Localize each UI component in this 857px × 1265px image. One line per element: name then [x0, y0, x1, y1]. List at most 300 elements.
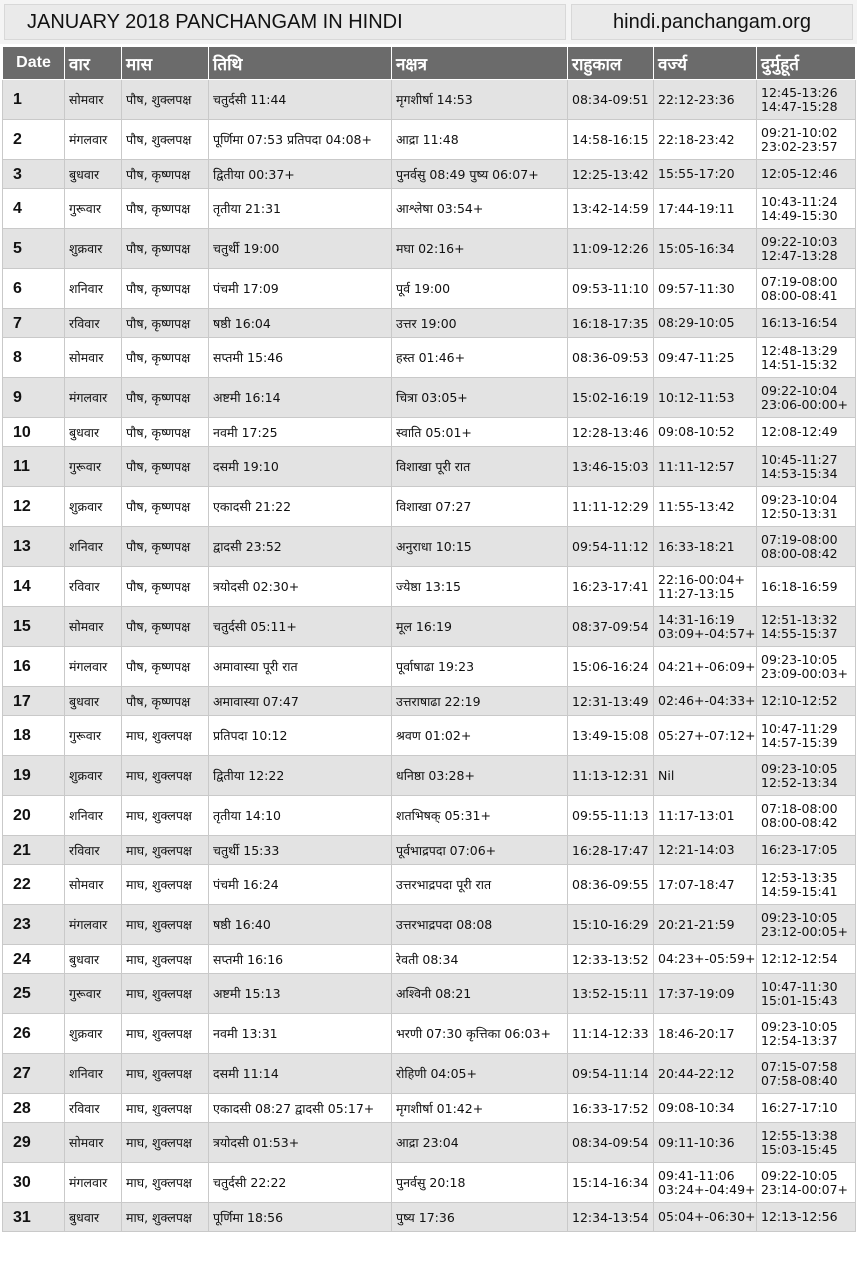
durmuhurt-cell — [757, 687, 856, 716]
durmuhurt-value: 09:22-10:03 — [761, 233, 838, 249]
rahukal-cell: 16:28-17:47 — [568, 836, 654, 865]
date-cell: 9 — [3, 378, 65, 418]
varjya-value: 05:27+-07:12+ — [658, 727, 756, 743]
tithi-cell: षष्ठी 16:40 — [209, 905, 392, 945]
durmuhurt-value: 14:55-15:37 — [761, 625, 838, 641]
date-cell: 14 — [3, 567, 65, 607]
durmuhurt-cell — [757, 607, 856, 647]
varjya-value: 10:12-11:53 — [658, 389, 735, 405]
vaar-cell: शनिवार — [65, 269, 122, 309]
durmuhurt-cell — [757, 865, 856, 905]
tithi-cell: द्वादसी 23:52 — [209, 527, 392, 567]
vaar-cell: सोमवार — [65, 1123, 122, 1163]
rahukal-cell: 08:36-09:53 — [568, 338, 654, 378]
durmuhurt-cell — [757, 120, 856, 160]
durmuhurt-cell — [757, 567, 856, 607]
durmuhurt-value: 09:23-10:05 — [761, 651, 838, 667]
date-cell: 12 — [3, 487, 65, 527]
nakshatra-cell: रोहिणी 04:05+ — [392, 1054, 568, 1094]
nakshatra-cell: शतभिषक् 05:31+ — [392, 796, 568, 836]
rahukal-cell: 15:02-16:19 — [568, 378, 654, 418]
column-header-maas: मास — [122, 47, 209, 80]
tithi-cell: दसमी 11:14 — [209, 1054, 392, 1094]
site-name: hindi.panchangam.org — [571, 4, 853, 40]
durmuhurt-value: 09:21-10:02 — [761, 124, 838, 140]
varjya-value: 20:21-21:59 — [658, 916, 735, 932]
varjya-value: 05:04+-06:30+ — [658, 1209, 756, 1224]
durmuhurt-value: 07:58-08:40 — [761, 1072, 838, 1088]
table-row — [3, 229, 856, 269]
varjya-value: 20:44-22:12 — [658, 1065, 735, 1081]
date-cell: 26 — [3, 1014, 65, 1054]
tithi-cell: तृतीया 14:10 — [209, 796, 392, 836]
table-row — [3, 80, 856, 120]
durmuhurt-cell — [757, 1054, 856, 1094]
varjya-cell — [654, 189, 757, 229]
nakshatra-cell: उत्तर 19:00 — [392, 309, 568, 338]
vaar-cell: रविवार — [65, 1094, 122, 1123]
date-cell: 17 — [3, 687, 65, 716]
nakshatra-cell: स्वाति 05:01+ — [392, 418, 568, 447]
date-cell: 21 — [3, 836, 65, 865]
durmuhurt-value: 12:08-12:49 — [761, 424, 838, 439]
vaar-cell: बुधवार — [65, 687, 122, 716]
varjya-cell — [654, 1163, 757, 1203]
durmuhurt-value: 09:22-10:04 — [761, 382, 838, 398]
maas-cell: पौष, कृष्णपक्ष — [122, 447, 209, 487]
vaar-cell: बुधवार — [65, 1203, 122, 1232]
maas-cell: माघ, शुक्लपक्ष — [122, 1094, 209, 1123]
durmuhurt-value: 12:47-13:28 — [761, 247, 838, 263]
durmuhurt-value: 09:23-10:05 — [761, 760, 838, 776]
table-row — [3, 1094, 856, 1123]
durmuhurt-value: 14:59-15:41 — [761, 883, 838, 899]
maas-cell: पौष, कृष्णपक्ष — [122, 487, 209, 527]
durmuhurt-cell — [757, 1203, 856, 1232]
rahukal-cell: 14:58-16:15 — [568, 120, 654, 160]
maas-cell: माघ, शुक्लपक्ष — [122, 945, 209, 974]
durmuhurt-cell — [757, 945, 856, 974]
maas-cell: माघ, शुक्लपक्ष — [122, 1014, 209, 1054]
date-cell: 27 — [3, 1054, 65, 1094]
durmuhurt-cell — [757, 378, 856, 418]
durmuhurt-cell — [757, 160, 856, 189]
table-row — [3, 1123, 856, 1163]
varjya-cell — [654, 796, 757, 836]
durmuhurt-cell — [757, 796, 856, 836]
durmuhurt-value: 15:01-15:43 — [761, 992, 838, 1008]
vaar-cell: रविवार — [65, 309, 122, 338]
durmuhurt-value: 12:05-12:46 — [761, 166, 838, 181]
date-cell: 7 — [3, 309, 65, 338]
durmuhurt-value: 12:45-13:26 — [761, 84, 838, 100]
date-cell: 13 — [3, 527, 65, 567]
durmuhurt-value: 12:48-13:29 — [761, 342, 838, 358]
rahukal-cell: 15:06-16:24 — [568, 647, 654, 687]
durmuhurt-value: 09:23-10:05 — [761, 909, 838, 925]
table-row — [3, 418, 856, 447]
durmuhurt-value: 23:14-00:07+ — [761, 1181, 849, 1197]
durmuhurt-value: 12:50-13:31 — [761, 505, 838, 521]
varjya-cell — [654, 905, 757, 945]
durmuhurt-cell — [757, 905, 856, 945]
durmuhurt-cell — [757, 338, 856, 378]
durmuhurt-value: 16:27-17:10 — [761, 1100, 838, 1115]
varjya-value: 22:12-23:36 — [658, 91, 735, 107]
rahukal-cell: 13:42-14:59 — [568, 189, 654, 229]
varjya-cell — [654, 80, 757, 120]
varjya-value: 09:11-10:36 — [658, 1134, 735, 1150]
vaar-cell: मंगलवार — [65, 1163, 122, 1203]
vaar-cell: मंगलवार — [65, 120, 122, 160]
nakshatra-cell: चित्रा 03:05+ — [392, 378, 568, 418]
vaar-cell: गुरूवार — [65, 189, 122, 229]
varjya-cell — [654, 1123, 757, 1163]
nakshatra-cell: भरणी 07:30 कृत्तिका 06:03+ — [392, 1014, 568, 1054]
column-header-nakshatra: नक्षत्र — [392, 47, 568, 80]
nakshatra-cell: पूर्वभाद्रपदा 07:06+ — [392, 836, 568, 865]
varjya-value: 02:46+-04:33+ — [658, 693, 756, 708]
rahukal-cell: 13:46-15:03 — [568, 447, 654, 487]
durmuhurt-value: 23:09-00:03+ — [761, 665, 849, 681]
vaar-cell: मंगलवार — [65, 905, 122, 945]
durmuhurt-cell — [757, 229, 856, 269]
table-header-row — [3, 47, 856, 80]
maas-cell: पौष, कृष्णपक्ष — [122, 647, 209, 687]
durmuhurt-value: 07:15-07:58 — [761, 1058, 838, 1074]
tithi-cell: नवमी 13:31 — [209, 1014, 392, 1054]
durmuhurt-value: 09:23-10:05 — [761, 1018, 838, 1034]
tithi-cell: एकादसी 08:27 द्वादसी 05:17+ — [209, 1094, 392, 1123]
table-row — [3, 1054, 856, 1094]
tithi-cell: अष्टमी 16:14 — [209, 378, 392, 418]
table-row — [3, 160, 856, 189]
varjya-cell — [654, 567, 757, 607]
tithi-cell: पूर्णिमा 18:56 — [209, 1203, 392, 1232]
column-header-tithi: तिथि — [209, 47, 392, 80]
nakshatra-cell: पुनर्वसु 08:49 पुष्य 06:07+ — [392, 160, 568, 189]
varjya-cell — [654, 338, 757, 378]
varjya-value: 09:47-11:25 — [658, 349, 735, 365]
vaar-cell: गुरूवार — [65, 447, 122, 487]
nakshatra-cell: मघा 02:16+ — [392, 229, 568, 269]
vaar-cell: शनिवार — [65, 527, 122, 567]
durmuhurt-cell — [757, 1014, 856, 1054]
date-cell: 15 — [3, 607, 65, 647]
table-row — [3, 567, 856, 607]
date-cell: 1 — [3, 80, 65, 120]
rahukal-cell: 11:13-12:31 — [568, 756, 654, 796]
vaar-cell: सोमवार — [65, 607, 122, 647]
date-cell: 25 — [3, 974, 65, 1014]
table-row — [3, 647, 856, 687]
durmuhurt-cell — [757, 447, 856, 487]
varjya-cell — [654, 269, 757, 309]
table-row — [3, 905, 856, 945]
vaar-cell: गुरूवार — [65, 974, 122, 1014]
maas-cell: पौष, कृष्णपक्ष — [122, 527, 209, 567]
durmuhurt-value: 08:00-08:42 — [761, 545, 838, 561]
tithi-cell: नवमी 17:25 — [209, 418, 392, 447]
varjya-cell — [654, 687, 757, 716]
durmuhurt-value: 16:13-16:54 — [761, 315, 838, 330]
date-cell: 22 — [3, 865, 65, 905]
nakshatra-cell: आद्रा 11:48 — [392, 120, 568, 160]
durmuhurt-value: 10:47-11:30 — [761, 978, 838, 994]
tithi-cell: अमावास्या पूरी रात — [209, 647, 392, 687]
vaar-cell: शनिवार — [65, 1054, 122, 1094]
vaar-cell: बुधवार — [65, 418, 122, 447]
rahukal-cell: 08:34-09:51 — [568, 80, 654, 120]
table-row — [3, 120, 856, 160]
date-cell: 19 — [3, 756, 65, 796]
tithi-cell: द्वितीया 00:37+ — [209, 160, 392, 189]
varjya-value: 09:08-10:52 — [658, 424, 735, 439]
nakshatra-cell: मृगशीर्षा 14:53 — [392, 80, 568, 120]
durmuhurt-cell — [757, 269, 856, 309]
varjya-value: 22:16-00:04+ — [658, 571, 746, 587]
varjya-cell — [654, 1014, 757, 1054]
varjya-cell — [654, 836, 757, 865]
tithi-cell: चतुर्दसी 11:44 — [209, 80, 392, 120]
tithi-cell: पूर्णिमा 07:53 प्रतिपदा 04:08+ — [209, 120, 392, 160]
maas-cell: माघ, शुक्लपक्ष — [122, 1123, 209, 1163]
header-bar — [0, 0, 857, 44]
date-cell: 30 — [3, 1163, 65, 1203]
column-header-date: Date — [3, 47, 65, 80]
varjya-cell — [654, 974, 757, 1014]
maas-cell: माघ, शुक्लपक्ष — [122, 905, 209, 945]
varjya-value: 15:05-16:34 — [658, 240, 735, 256]
table-row — [3, 716, 856, 756]
tithi-cell: अमावास्या 07:47 — [209, 687, 392, 716]
tithi-cell: द्वितीया 12:22 — [209, 756, 392, 796]
table-row — [3, 1203, 856, 1232]
durmuhurt-cell — [757, 756, 856, 796]
varjya-value: 09:57-11:30 — [658, 280, 735, 296]
rahukal-cell: 09:54-11:14 — [568, 1054, 654, 1094]
date-cell: 6 — [3, 269, 65, 309]
table-row — [3, 836, 856, 865]
vaar-cell: शुक्रवार — [65, 1014, 122, 1054]
vaar-cell: सोमवार — [65, 865, 122, 905]
maas-cell: पौष, कृष्णपक्ष — [122, 418, 209, 447]
nakshatra-cell: विशाखा पूरी रात — [392, 447, 568, 487]
varjya-cell — [654, 229, 757, 269]
maas-cell: माघ, शुक्लपक्ष — [122, 1163, 209, 1203]
table-row — [3, 338, 856, 378]
varjya-value: 17:44-19:11 — [658, 200, 735, 216]
vaar-cell: सोमवार — [65, 80, 122, 120]
nakshatra-cell: उत्तरभाद्रपदा पूरी रात — [392, 865, 568, 905]
column-header-vaar: वार — [65, 47, 122, 80]
nakshatra-cell: मूल 16:19 — [392, 607, 568, 647]
date-cell: 16 — [3, 647, 65, 687]
vaar-cell: बुधवार — [65, 945, 122, 974]
rahukal-cell: 11:11-12:29 — [568, 487, 654, 527]
durmuhurt-cell — [757, 836, 856, 865]
tithi-cell: त्रयोदसी 02:30+ — [209, 567, 392, 607]
tithi-cell: सप्तमी 16:16 — [209, 945, 392, 974]
durmuhurt-cell — [757, 1123, 856, 1163]
durmuhurt-value: 12:13-12:56 — [761, 1209, 838, 1224]
maas-cell: पौष, कृष्णपक्ष — [122, 269, 209, 309]
vaar-cell: शुक्रवार — [65, 229, 122, 269]
date-cell: 23 — [3, 905, 65, 945]
table-row — [3, 687, 856, 716]
durmuhurt-value: 07:18-08:00 — [761, 800, 838, 816]
maas-cell: पौष, कृष्णपक्ष — [122, 378, 209, 418]
tithi-cell: प्रतिपदा 10:12 — [209, 716, 392, 756]
durmuhurt-cell — [757, 647, 856, 687]
durmuhurt-value: 07:19-08:00 — [761, 531, 838, 547]
durmuhurt-cell — [757, 80, 856, 120]
nakshatra-cell: धनिष्ठा 03:28+ — [392, 756, 568, 796]
date-cell: 29 — [3, 1123, 65, 1163]
date-cell: 3 — [3, 160, 65, 189]
nakshatra-cell: उत्तरभाद्रपदा 08:08 — [392, 905, 568, 945]
nakshatra-cell: श्रवण 01:02+ — [392, 716, 568, 756]
durmuhurt-value: 12:12-12:54 — [761, 951, 838, 966]
varjya-cell — [654, 1203, 757, 1232]
table-row — [3, 1163, 856, 1203]
varjya-value: 22:18-23:42 — [658, 131, 735, 147]
rahukal-cell: 09:54-11:12 — [568, 527, 654, 567]
table-row — [3, 796, 856, 836]
column-header-rahukal: राहुकाल — [568, 47, 654, 80]
nakshatra-cell: मृगशीर्षा 01:42+ — [392, 1094, 568, 1123]
varjya-value: 14:31-16:19 — [658, 611, 735, 627]
table-row — [3, 378, 856, 418]
table-row — [3, 487, 856, 527]
vaar-cell: शुक्रवार — [65, 756, 122, 796]
durmuhurt-cell — [757, 1094, 856, 1123]
varjya-cell — [654, 945, 757, 974]
varjya-cell — [654, 418, 757, 447]
column-header-durmuhurt: दुर्मुहूर्त — [757, 47, 856, 80]
nakshatra-cell: पुष्य 17:36 — [392, 1203, 568, 1232]
table-row — [3, 756, 856, 796]
nakshatra-cell: विशाखा 07:27 — [392, 487, 568, 527]
vaar-cell: मंगलवार — [65, 647, 122, 687]
varjya-value: 17:37-19:09 — [658, 985, 735, 1001]
tithi-cell: त्रयोदसी 01:53+ — [209, 1123, 392, 1163]
varjya-cell — [654, 120, 757, 160]
date-cell: 20 — [3, 796, 65, 836]
date-cell: 2 — [3, 120, 65, 160]
varjya-value: 09:08-10:34 — [658, 1100, 735, 1115]
table-row — [3, 1014, 856, 1054]
maas-cell: माघ, शुक्लपक्ष — [122, 796, 209, 836]
vaar-cell: मंगलवार — [65, 378, 122, 418]
varjya-cell — [654, 487, 757, 527]
rahukal-cell: 15:10-16:29 — [568, 905, 654, 945]
table-row — [3, 269, 856, 309]
nakshatra-cell: पुनर्वसु 20:18 — [392, 1163, 568, 1203]
rahukal-cell: 09:53-11:10 — [568, 269, 654, 309]
varjya-cell — [654, 378, 757, 418]
varjya-value: 11:11-12:57 — [658, 458, 735, 474]
durmuhurt-value: 08:00-08:41 — [761, 287, 838, 303]
maas-cell: माघ, शुक्लपक्ष — [122, 716, 209, 756]
varjya-value: 08:29-10:05 — [658, 315, 735, 330]
maas-cell: पौष, कृष्णपक्ष — [122, 687, 209, 716]
varjya-cell — [654, 607, 757, 647]
durmuhurt-cell — [757, 527, 856, 567]
date-cell: 31 — [3, 1203, 65, 1232]
rahukal-cell: 13:49-15:08 — [568, 716, 654, 756]
maas-cell: पौष, कृष्णपक्ष — [122, 229, 209, 269]
durmuhurt-value: 23:12-00:05+ — [761, 923, 849, 939]
nakshatra-cell: उत्तराषाढा 22:19 — [392, 687, 568, 716]
rahukal-cell: 12:33-13:52 — [568, 945, 654, 974]
durmuhurt-value: 12:53-13:35 — [761, 869, 838, 885]
durmuhurt-value: 23:02-23:57 — [761, 138, 838, 154]
durmuhurt-cell — [757, 487, 856, 527]
tithi-cell: पंचमी 17:09 — [209, 269, 392, 309]
varjya-cell — [654, 527, 757, 567]
date-cell: 4 — [3, 189, 65, 229]
nakshatra-cell: रेवती 08:34 — [392, 945, 568, 974]
durmuhurt-cell — [757, 309, 856, 338]
durmuhurt-value: 12:55-13:38 — [761, 1127, 838, 1143]
rahukal-cell: 15:14-16:34 — [568, 1163, 654, 1203]
varjya-value: 04:23+-05:59+ — [658, 951, 756, 966]
durmuhurt-value: 10:45-11:27 — [761, 451, 838, 467]
durmuhurt-value: 12:54-13:37 — [761, 1032, 838, 1048]
tithi-cell: तृतीया 21:31 — [209, 189, 392, 229]
rahukal-cell: 08:34-09:54 — [568, 1123, 654, 1163]
nakshatra-cell: ज्येष्ठा 13:15 — [392, 567, 568, 607]
nakshatra-cell: आश्लेषा 03:54+ — [392, 189, 568, 229]
nakshatra-cell: हस्त 01:46+ — [392, 338, 568, 378]
maas-cell: माघ, शुक्लपक्ष — [122, 1203, 209, 1232]
rahukal-cell: 08:36-09:55 — [568, 865, 654, 905]
tithi-cell: अष्टमी 15:13 — [209, 974, 392, 1014]
varjya-value: 03:09+-04:57+ — [658, 625, 756, 641]
durmuhurt-value: 16:23-17:05 — [761, 842, 838, 857]
durmuhurt-value: 07:19-08:00 — [761, 273, 838, 289]
varjya-cell — [654, 865, 757, 905]
varjya-cell — [654, 160, 757, 189]
durmuhurt-value: 14:57-15:39 — [761, 734, 838, 750]
varjya-value: 17:07-18:47 — [658, 876, 735, 892]
tithi-cell: षष्ठी 16:04 — [209, 309, 392, 338]
tithi-cell: चतुर्दसी 22:22 — [209, 1163, 392, 1203]
durmuhurt-value: 23:06-00:00+ — [761, 396, 849, 412]
varjya-value: 03:24+-04:49+ — [658, 1181, 756, 1197]
rahukal-cell: 16:33-17:52 — [568, 1094, 654, 1123]
rahukal-cell: 11:14-12:33 — [568, 1014, 654, 1054]
durmuhurt-cell — [757, 716, 856, 756]
tithi-cell: चतुर्थी 15:33 — [209, 836, 392, 865]
table-row — [3, 945, 856, 974]
table-row — [3, 309, 856, 338]
vaar-cell: गुरूवार — [65, 716, 122, 756]
durmuhurt-value: 09:22-10:05 — [761, 1167, 838, 1183]
durmuhurt-value: 16:18-16:59 — [761, 578, 838, 594]
varjya-value: 11:17-13:01 — [658, 807, 735, 823]
durmuhurt-value: 14:47-15:28 — [761, 98, 838, 114]
maas-cell: पौष, कृष्णपक्ष — [122, 189, 209, 229]
vaar-cell: सोमवार — [65, 338, 122, 378]
nakshatra-cell: अनुराधा 10:15 — [392, 527, 568, 567]
varjya-value: 15:55-17:20 — [658, 166, 735, 181]
nakshatra-cell: पूर्व 19:00 — [392, 269, 568, 309]
vaar-cell: शुक्रवार — [65, 487, 122, 527]
varjya-cell — [654, 447, 757, 487]
date-cell: 5 — [3, 229, 65, 269]
